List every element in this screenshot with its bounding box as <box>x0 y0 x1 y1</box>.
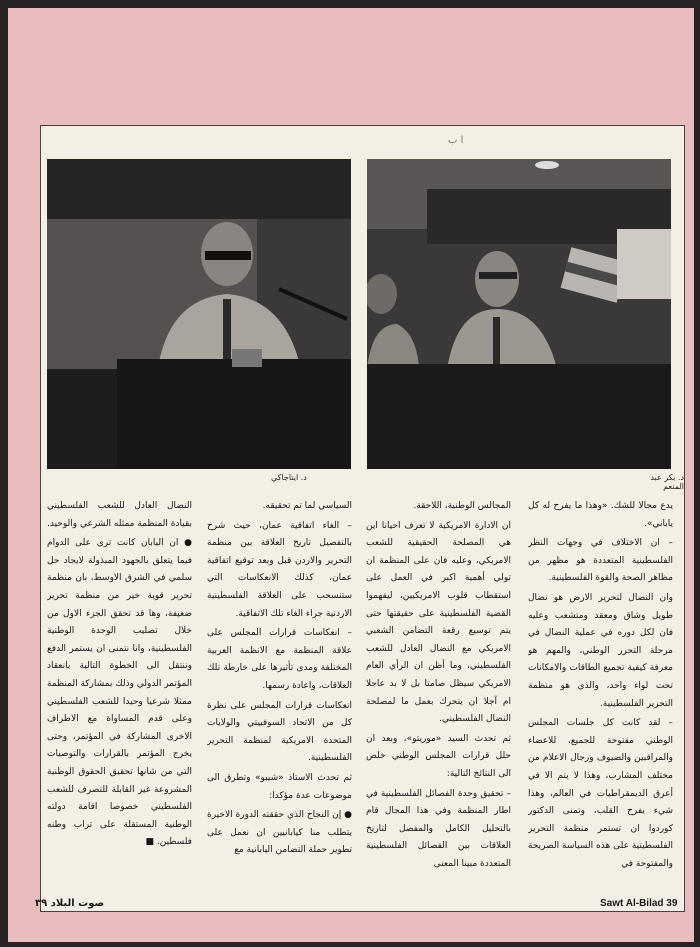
caption-itagaki: د. ايتاجاكي <box>271 473 307 482</box>
paragraph: – الغاء اتفاقية عمان، حيث شرح بالتفصيل تاريخ العلاقة بين منظمة التحرير والاردن قبل وبعد توقيع اتفاقية عمان، كذلك الانعكاسات التي ستنسحب على العلاقة الفلسطينية الاردنية جراء الغاء تلك الاتفاقية. <box>207 520 352 619</box>
photo-itagaki-image <box>47 159 351 469</box>
paragraph: – تحقيق وحدة الفصائل الفلسطينية في اطار المنظمة وفي هذا المجال قام بالتحليل الكامل والمفصل لتاريخ العلاقات بين الفصائل الفلسطينية المتعددة مبينا المعنى <box>366 788 511 869</box>
paragraph: ● إن النجاح الذي حققته الدورة الاخيرة يتطلب منا كيابانيين ان نعمل على تطوير حملة التضامن اليابانية مع <box>207 810 352 856</box>
margin-marks: ا ب <box>448 135 464 146</box>
paragraph: ثم تحدث الاستاذ «شيبو» وتطرق الى موضوعات عدة مؤكدا: <box>207 772 352 801</box>
article-column-1 <box>528 498 673 898</box>
paragraph: ثم تحدث السيد «موريتو»، وبعد ان حلل قرارات المجلس الوطني خلص الى النتائج التالية: <box>366 733 511 779</box>
photo-itagaki <box>47 159 351 469</box>
paragraph: وان النضال لتحرير الارض هو نضال طويل وشاق ومعقد ومتشعب وعليه فان لكل دوره في عملية النضال في مرحلة التحرر الوطني، والمهم هو معرفة كيفية تجميع الطاقات والامكانات تحت لواء واحد، والذي هو منظمة التحرير الفلسطينية. <box>528 592 673 709</box>
caption-bakr: د. بكر عبد المنعم <box>650 473 684 491</box>
paragraph: ● ان اليابان كانت ترى على الدوام فيما يتعلق بالجهود المبذولة لايجاد حل سلمي في الشرق الاوسط، بان منظمة تحرير قوية خير من منظمة تحرير ضعيفة، وها قد تحقق الجزء الاول من خلال تصليب الوحدة الوطنية الفلسطينية، وانا نتمنى ان يستمر الدفع وننتقل الى الخطوة التالية بانعقاد المؤتمر الدولي وذلك بمشاركة المنظمة ممثلا شرعيا وحيدا للشعب الفلسطيني وعلى قدم المساواة مع الاطراف الاخرى المشاركة في المؤتمر، وحتى يخرج المؤتمر بالقرارات والتوصيات التي من شانها تحقيق الحقوق الوطنية المشروعة غير القابلة للتصرف للشعب الفلسطيني خصوصا اقامة دولته الوطنية المستقلة على تراب وطنه فلسطين. ■ <box>47 538 192 848</box>
article-column-3 <box>207 498 352 898</box>
magazine-page <box>40 125 685 912</box>
paragraph: يدع مجالا للشك. «وهذا ما يفرح له كل ياباني». <box>528 501 673 529</box>
paragraph: المجالس الوطنية، اللاحقة. <box>413 501 511 511</box>
paragraph: – لقد كانت كل جلسات المجلس الوطني مفتوحة للجميع، للاعضاء والمراقبين والضيوف ورجال الاعلام من مختلف المشارب، وهذا لا يتم الا في أعرق الديمقراطيات في العالم، وهذا شيء يفرح القلب، وتمنى الدكتور كوردوا ان تستمر منظمة التحرير الفلسطينية على هذه السياسة الصريحة والمفتوحة في <box>528 718 673 869</box>
paragraph: النضال العادل للشعب الفلسطيني بقيادة المنظمة ممثله الشرعي والوحيد. <box>47 501 192 529</box>
paragraph: ان الادارة الامريكية لا تعرف احيانا اين هي المصلحة الحقيقية للشعب الامريكي، وعليه فان على المنظمة ان تولي أهمية اكبر في العمل على استقطاب قلوب الامريكيين، ليفهموا القضية الفلسطينية على حقيقتها حتى يتم توسيع رقعة التضامن الشعبي الامريكي مع النضال العادل للشعب الفلسطيني، وما أظن ان الرأي العام الامريكي سيظل صامتا بل لا بد عاجلا ام آجلا ان يتحرك بعمل ما لمصلحة النضال الفلسطيني. <box>366 520 511 725</box>
page-footer-arabic: صوت البلاد ٣٩ <box>35 898 105 909</box>
page-footer-english: Sawt Al-Bilad 39 <box>600 898 678 909</box>
paragraph: السياسي لما تم تحقيقه. <box>262 501 352 511</box>
paragraph: – انعكاسات قرارات المجلس على علاقة المنظمة مع الانظمة العربية المختلفة ومدى تأثيرها على خارطة تلك العلاقات، واعادة رسمها. <box>207 628 352 691</box>
paragraph: انعكاسات قرارات المجلس على نظرة كل من الاتحاد السوفييتي والولايات المتحدة الامريكية لمنظمة التحرير الفلسطينية. <box>207 700 352 764</box>
article-column-4 <box>47 498 192 898</box>
paragraph: – ان الاختلاف في وجهات النظر الفلسطينية المتعددة هو مظهر من مظاهر الصحة والقوة الفلسطينية. <box>528 538 673 584</box>
article-column-2 <box>366 498 511 898</box>
photo-bakr-image <box>367 159 671 469</box>
photo-bakr-abdel-moneim <box>367 159 671 469</box>
